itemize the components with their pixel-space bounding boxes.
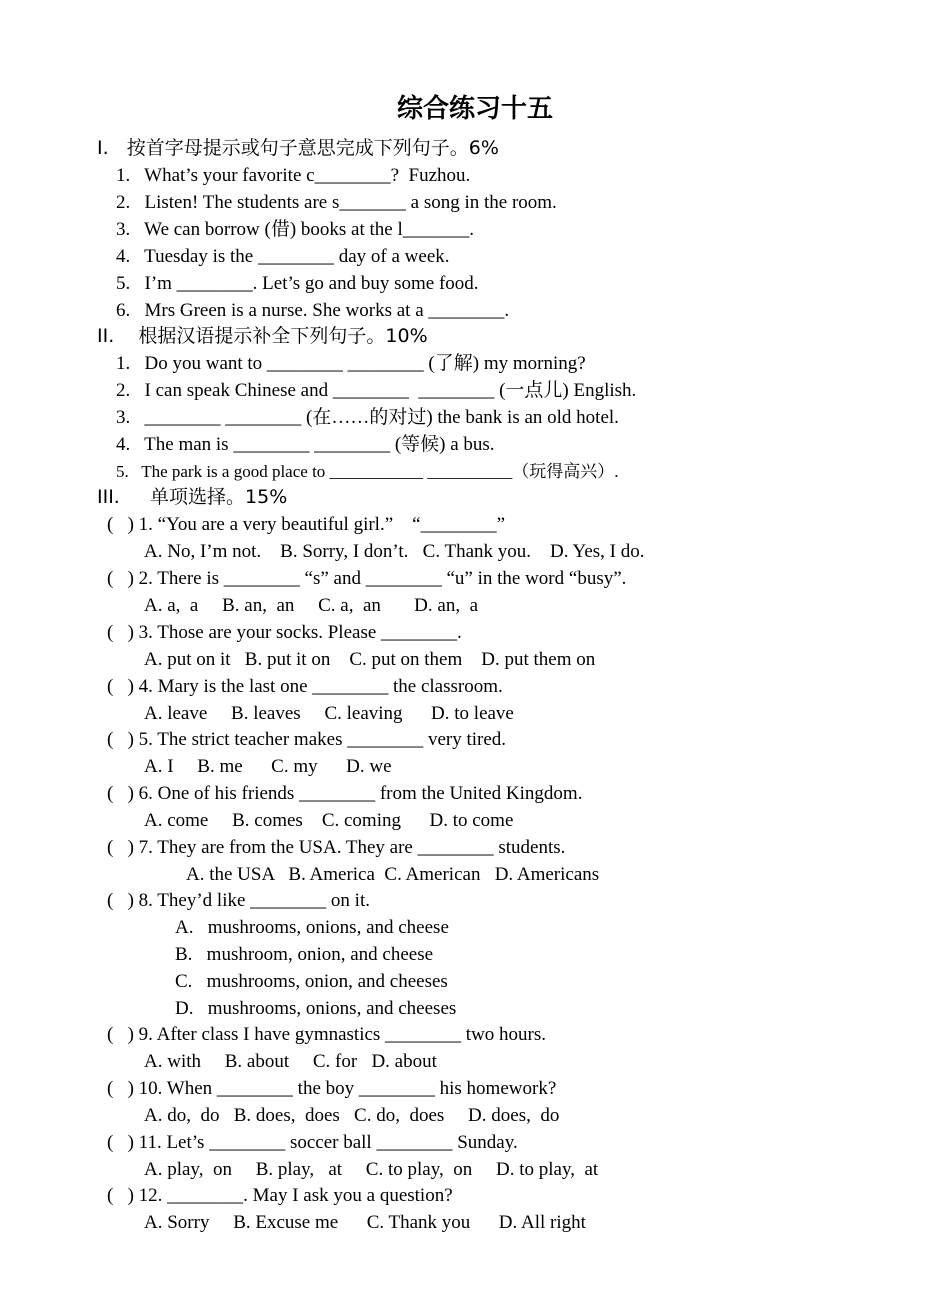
q11-options: A. play, on B. play, at C. to play, on D. to play, at [144,1159,599,1180]
q1-stem: ( ) 1. “You are a very beautiful girl.” “________” [107,514,506,535]
q9-options: A. with B. about C. for D. about [144,1051,437,1072]
s2-item-1: 1. Do you want to ________ ________ (了解) my morning? [116,353,586,374]
q9-stem: ( ) 9. After class I have gymnastics ________ two hours. [107,1024,547,1045]
q10-options: A. do, do B. does, does C. do, does D. does, do [144,1105,560,1126]
q5-stem: ( ) 5. The strict teacher makes ________ very tired. [107,729,507,750]
section-3-heading: III. 单项选择。15% [97,486,288,508]
s2-item-5: 5. The park is a good place to ___________ __________（玩得高兴）. [116,462,619,481]
s2-item-4: 4. The man is ________ ________ (等候) a bus. [116,434,495,455]
q8-stem: ( ) 8. They’d like ________ on it. [107,890,370,911]
q8-option-c: C. mushrooms, onion, and cheeses [175,971,448,992]
q12-options: A. Sorry B. Excuse me C. Thank you D. All right [144,1212,586,1233]
q6-options: A. come B. comes C. coming D. to come [144,810,514,831]
s1-item-5: 5. I’m ________. Let’s go and buy some food. [116,273,479,294]
q10-stem: ( ) 10. When ________ the boy ________ his homework? [107,1078,557,1099]
q8-option-a: A. mushrooms, onions, and cheese [175,917,449,938]
q11-stem: ( ) 11. Let’s ________ soccer ball ________ Sunday. [107,1132,518,1153]
q6-stem: ( ) 6. One of his friends ________ from the United Kingdom. [107,783,583,804]
q5-options: A. I B. me C. my D. we [144,756,392,777]
q12-stem: ( ) 12. ________. May I ask you a question? [107,1185,453,1206]
s1-item-6: 6. Mrs Green is a nurse. She works at a ________. [116,300,510,321]
q3-options: A. put on it B. put it on C. put on them D. put them on [144,649,596,670]
q3-stem: ( ) 3. Those are your socks. Please ________. [107,622,462,643]
s1-item-3: 3. We can borrow (借) books at the l_______. [116,219,474,240]
s2-item-3: 3. ________ ________ (在……的对过) the bank is an old hotel. [116,407,619,428]
q8-option-b: B. mushroom, onion, and cheese [175,944,434,965]
q8-option-d: D. mushrooms, onions, and cheeses [175,998,457,1019]
s2-item-2: 2. I can speak Chinese and ________ ________ (一点儿) English. [116,380,637,401]
page-title: 综合练习十五 [396,94,553,124]
q7-options: A. the USA B. America C. American D. Americans [186,864,600,885]
q2-options: A. a, a B. an, an C. a, an D. an, a [144,595,479,616]
s1-item-1: 1. What’s your favorite c________? Fuzhou. [116,165,471,186]
s1-item-4: 4. Tuesday is the ________ day of a week. [116,246,450,267]
q2-stem: ( ) 2. There is ________ “s” and ________ “u” in the word “busy”. [107,568,627,589]
q1-options: A. No, I’m not. B. Sorry, I don’t. C. Thank you. D. Yes, I do. [144,541,645,562]
q4-stem: ( ) 4. Mary is the last one ________ the classroom. [107,676,503,697]
s1-item-2: 2. Listen! The students are s_______ a song in the room. [116,192,557,213]
section-1-heading: I. 按首字母提示或句子意思完成下列句子。6% [97,137,499,159]
q4-options: A. leave B. leaves C. leaving D. to leave [144,703,514,724]
q7-stem: ( ) 7. They are from the USA. They are ________ students. [107,837,566,858]
section-2-heading: II. 根据汉语提示补全下列句子。10% [97,325,428,347]
